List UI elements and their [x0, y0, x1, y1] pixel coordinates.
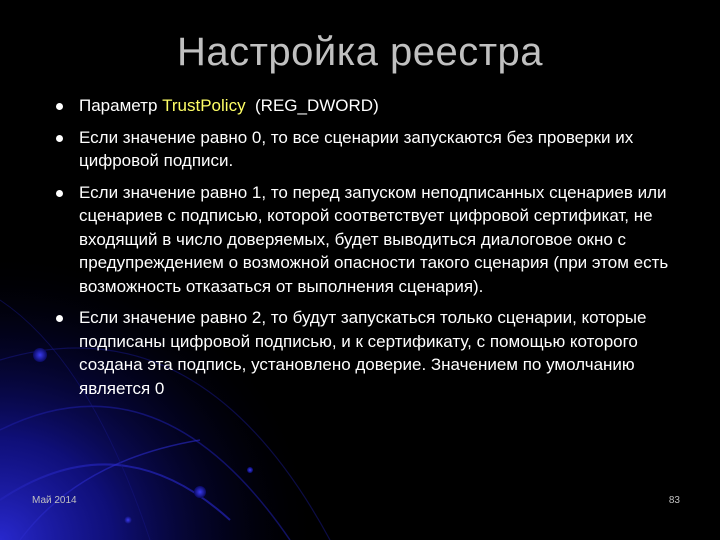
- bullet-item-value-0: [56, 126, 686, 173]
- bullet-icon: [56, 135, 63, 142]
- bullet-icon: [56, 190, 63, 197]
- footer-page-number: 83: [668, 495, 680, 506]
- slide-title: Настройка реестра: [176, 30, 544, 74]
- bullet-item-value-1: [56, 181, 686, 299]
- bullet-icon: [56, 315, 63, 322]
- bullet-list: [56, 94, 686, 408]
- bullet-item-value-2: [56, 306, 686, 400]
- bullet-suffix: (REG_DWORD): [245, 96, 379, 115]
- bullet-icon: [56, 103, 63, 110]
- bullet-text: Если значение равно 1, то перед запуском неподписанных сценариев или сценариев с подписью, которой соответствует цифровой сертификат, не входящий в число доверяемых, будет выводиться диалоговое окно с предупреждением о возможной опасности такого сценария (при этом есть возможность отказаться от выполнения сценария).: [79, 182, 669, 296]
- bullet-prefix: Параметр: [79, 96, 163, 115]
- bullet-item-parameter: [56, 94, 686, 118]
- footer-date: Май 2014: [32, 495, 77, 506]
- highlighted-term: TrustPolicy: [162, 96, 246, 115]
- bullet-text: Если значение равно 2, то будут запускаться только сценарии, которые подписаны цифровой подписью, и к сертификату, с помощью которого создана эта подпись, установлено доверие. Значением по умолчанию является 0: [79, 308, 647, 398]
- bullet-text: Если значение равно 0, то все сценарии запускаются без проверки их цифровой подписи.: [79, 127, 634, 170]
